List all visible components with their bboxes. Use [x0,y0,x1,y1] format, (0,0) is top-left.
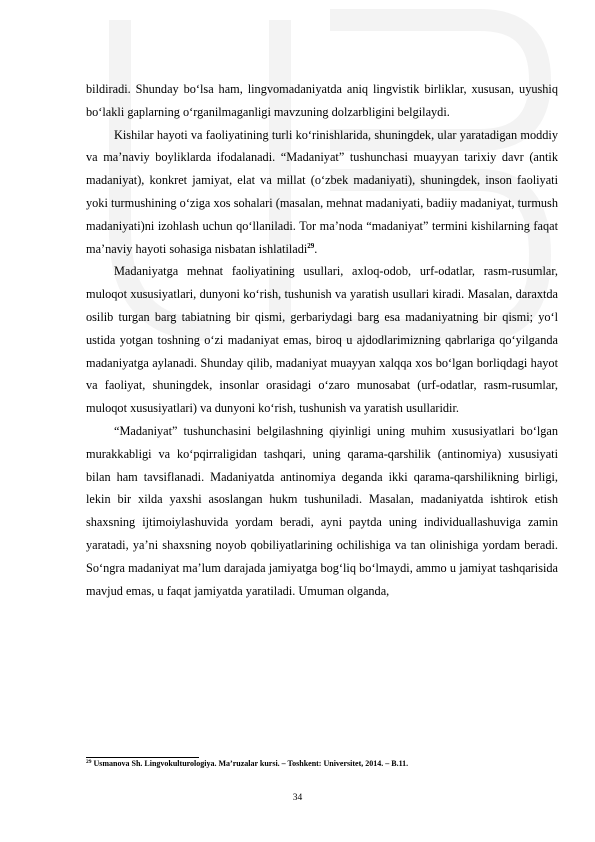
paragraph-2-end: . [314,241,318,256]
paragraph-1 [86,78,558,124]
paragraph-3-text: Madaniyatga mehnat faoliyatining usullari, axloq-odob, urf-odatlar, rasm-rusumlar, muloqot xususiyatlari, dunyoni ko‘rish, tushunish va yaratish usullari kiradi. Masalan, daraxtda osilib turgan barg tabiatning bir qismi, gerbariydagi barg esa madaniyatning bir qismi; yo‘l ustida yotgan toshning o‘zi madaniyat emas, biroq u ajdodlarimizning qabrlariga qo‘yilganda madaniyatga aylanadi. Shunday qilib, madaniyat muayyan xalqqa xos bo‘lgan borliqdagi hayot va faoliyat, shuningdek, insonlar orasidagi o‘zaro munosabat (urf-odatlar, rasm-rusumlar, muloqot xususiyatlari) va dunyoni ko‘rish, tushunish va yaratish usullaridir. [86,264,558,416]
footnote [86,757,558,771]
footnote-reference[interactable]: 29 [307,241,315,250]
footnote-text: Usmanova Sh. Lingvokulturologiya. Ma’ruzalar kursi. – Toshkent: Universitet, 2014. – B.11. [91,759,409,768]
document-body [86,78,558,602]
paragraph-4 [86,420,558,602]
paragraph-3 [86,260,558,420]
paragraph-4-text: “Madaniyat” tushunchasini belgilashning qiyinligi uning muhim xususiyatlari bo‘lgan murakkabligi va ko‘pqirraligidan tashqari, uning qarama-qarshilik (antinomiya) xususiyati bilan ham tavsiflanadi. Madaniyatda antinomiya deganda ikki qarama-qarshilikning birligi, lekin bir xilda yaxshi asoslangan hukm tushuniladi. Masalan, madaniyatda ishtirok etish shaxsning ijtimoiylashuvida yordam beradi, ayni paytda uning individuallashuviga zamin yaratadi, ya’ni shaxsning noyob qobiliyatlarining ochilishiga va tan olinishiga yordam beradi. So‘ngra madaniyat ma’lum darajada jamiyatga bog‘liq bo‘lmaydi, ammo u jamiyat tashqarisida mavjud emas, u faqat jamiyatda yaratiladi. Umuman olganda, [86,423,558,598]
footnote-number: 29 [86,759,92,765]
paragraph-2 [86,124,558,261]
page-number: 34 [292,793,303,803]
paragraph-2-text: Kishilar hayoti va faoliyatining turli ko‘rinishlarida, shuningdek, ular yaratadigan moddiy va ma’naviy boyliklarda ifodalanadi. “Madaniyat” tushunchasi muayyan tarixiy davr (antik madaniyat), konkret jamiyat, elat va millat (o‘zbek madaniyati), shuningdek, inson faoliyati yoki turmushining o‘ziga xos sohalari (masalan, mehnat madaniyati, badiiy madaniyat, turmush madaniyati)ni izohlash uchun qo‘llaniladi. Tor ma’noda “madaniyat” termini kishilarning faqat ma’naviy hayoti sohasiga nisbatan ishlatiladi [86,127,558,256]
paragraph-1-text: bildiradi. Shunday bo‘lsa ham, lingvomadaniyatda aniq lingvistik birliklar, xususan, uyushiq bo‘lakli gaplarning o‘rganilmaganligi mavzuning dolzarbligini belgilaydi. [86,82,558,119]
